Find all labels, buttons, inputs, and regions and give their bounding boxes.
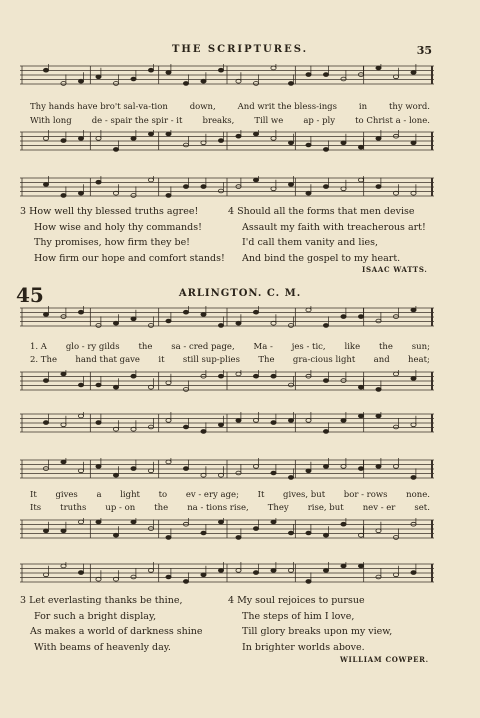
verse-line: 4 Should all the forms that men devise xyxy=(228,206,415,217)
note-head xyxy=(131,427,136,431)
note-head xyxy=(78,191,83,195)
lyric-row xyxy=(30,503,430,513)
lyric-syllable: jes - tic, xyxy=(291,342,326,352)
note-head xyxy=(323,148,328,152)
note-head xyxy=(148,385,153,389)
note-head xyxy=(393,536,398,540)
note-head xyxy=(218,68,223,72)
verse-line: 3 Let everlasting thanks be thine, xyxy=(20,595,183,606)
note-head xyxy=(131,194,136,198)
lyric-syllable: They xyxy=(267,503,289,513)
verse-line: 4 My soul rejoices to pursue xyxy=(228,595,365,606)
lyric-syllable: Ma - xyxy=(253,342,273,352)
note-head xyxy=(376,529,381,533)
note-head xyxy=(131,467,136,471)
lyric-syllable: down, xyxy=(189,102,216,112)
note-head xyxy=(43,137,48,141)
note-head xyxy=(393,75,398,79)
hymn-number: 45 xyxy=(16,283,44,307)
lyric-syllable: thy word. xyxy=(389,102,430,112)
lyric-syllable: the xyxy=(378,342,393,352)
lyric-syllable: 2. The xyxy=(30,355,57,365)
note-head xyxy=(411,377,416,381)
note-head xyxy=(341,379,346,383)
lyric-syllable: truths xyxy=(60,503,87,513)
lyric-syllable: up - on xyxy=(105,503,136,513)
verse-line: I'd call them vanity and lies, xyxy=(242,237,379,248)
note-head xyxy=(358,533,363,537)
music-staff-45-1-alto xyxy=(20,370,434,390)
author-credit-45: WILLIAM COWPER. xyxy=(340,655,429,664)
note-head xyxy=(166,194,171,198)
lyric-row xyxy=(30,116,430,126)
music-staff-top-alto xyxy=(20,130,434,150)
note-head xyxy=(78,520,83,524)
lyric-syllable: It xyxy=(30,490,37,500)
note-head xyxy=(376,66,381,70)
lyric-syllable: And writ the bless-ings xyxy=(237,102,337,112)
note-head xyxy=(78,414,83,418)
lyric-syllable: de - spair the spir - it xyxy=(91,116,183,126)
note-head xyxy=(61,529,66,533)
note-head xyxy=(306,531,311,535)
verse-line: As makes a world of darkness shine xyxy=(30,626,203,637)
verse-line: For such a bright display, xyxy=(34,610,157,622)
note-head xyxy=(78,383,83,387)
note-head xyxy=(201,79,206,83)
lyric-syllable: With long xyxy=(30,116,72,126)
staff-lines xyxy=(20,130,434,154)
note-head xyxy=(78,310,83,314)
note-head xyxy=(323,185,328,189)
note-head xyxy=(78,137,83,141)
note-head xyxy=(306,419,311,423)
note-head xyxy=(341,315,346,319)
note-head xyxy=(201,473,206,477)
note-head xyxy=(218,520,223,524)
lyric-row xyxy=(30,102,430,112)
note-head xyxy=(236,185,241,189)
note-head xyxy=(393,372,398,376)
note-head xyxy=(376,414,381,418)
note-head xyxy=(113,191,118,195)
note-head xyxy=(376,185,381,189)
note-head xyxy=(96,465,101,469)
note-head xyxy=(358,414,363,418)
note-head xyxy=(271,374,276,378)
lyric-syllable: light xyxy=(120,490,140,500)
lyric-syllable: set. xyxy=(414,503,430,513)
note-head xyxy=(131,374,136,378)
music-staff-45-2-treble xyxy=(20,458,434,478)
lyrics-45-line-3 xyxy=(30,490,430,500)
note-head xyxy=(376,319,381,323)
note-head xyxy=(113,321,118,325)
lyric-syllable: bor - rows xyxy=(343,490,388,500)
lyric-syllable: and xyxy=(373,355,390,365)
note-head xyxy=(306,308,311,312)
note-head xyxy=(271,520,276,524)
note-head xyxy=(148,469,153,473)
staff-lines xyxy=(20,176,434,200)
lyric-syllable: Thy hands have bro't sal-va-tion xyxy=(30,102,168,112)
note-head xyxy=(393,465,398,469)
lyric-row xyxy=(30,355,430,365)
note-head xyxy=(236,134,241,138)
note-head xyxy=(323,533,328,537)
note-head xyxy=(393,191,398,195)
note-head xyxy=(236,471,241,475)
running-title: THE SCRIPTURES. xyxy=(171,44,309,55)
lyrics-45-line-2 xyxy=(30,355,430,365)
verse-line: Thy promises, how firm they be! xyxy=(34,237,191,248)
note-head xyxy=(306,580,311,584)
verse-3-45 xyxy=(20,593,203,655)
note-head xyxy=(218,423,223,427)
note-head xyxy=(96,520,101,524)
verse-line: How wise and holy thy commands! xyxy=(34,221,202,233)
staff-lines xyxy=(20,370,434,394)
note-head xyxy=(271,421,276,425)
lyrics-top-line-1 xyxy=(30,102,430,112)
note-head xyxy=(323,324,328,328)
lyric-syllable: rise, but xyxy=(307,503,344,513)
note-head xyxy=(323,73,328,77)
note-head xyxy=(411,423,416,427)
note-head xyxy=(183,143,188,147)
note-head xyxy=(323,430,328,434)
note-head xyxy=(288,183,293,187)
note-head xyxy=(148,68,153,72)
note-head xyxy=(358,315,363,319)
note-head xyxy=(253,571,258,575)
lyric-syllable: ap - ply xyxy=(303,116,336,126)
note-head xyxy=(131,137,136,141)
note-head xyxy=(201,531,206,535)
staff-lines xyxy=(20,306,434,330)
note-head xyxy=(376,137,381,141)
lyric-syllable: Its xyxy=(30,503,42,513)
note-head xyxy=(43,421,48,425)
note-head xyxy=(113,148,118,152)
note-head xyxy=(113,473,118,477)
note-head xyxy=(201,313,206,317)
lyric-syllable: gives, but xyxy=(283,490,326,500)
note-head xyxy=(131,575,136,579)
note-head xyxy=(61,315,66,319)
note-head xyxy=(306,73,311,77)
note-head xyxy=(96,180,101,184)
staff-lines xyxy=(20,458,434,482)
note-head xyxy=(341,522,346,526)
page-header xyxy=(0,44,480,60)
lyric-syllable: like xyxy=(344,342,361,352)
note-head xyxy=(166,381,171,385)
note-head xyxy=(148,324,153,328)
lyric-syllable: gra-cious light xyxy=(292,355,356,365)
note-head xyxy=(61,423,66,427)
verse-line: Till glory breaks upon my view, xyxy=(242,626,393,637)
note-head xyxy=(78,79,83,83)
lyric-syllable: to xyxy=(158,490,168,500)
note-head xyxy=(96,421,101,425)
verse-4-top xyxy=(228,204,426,266)
note-head xyxy=(306,143,311,147)
note-head xyxy=(411,571,416,575)
lyric-syllable: The xyxy=(258,355,275,365)
note-head xyxy=(166,319,171,323)
note-head xyxy=(78,469,83,473)
note-head xyxy=(43,529,48,533)
note-head xyxy=(183,82,188,86)
lyric-syllable: heat; xyxy=(408,355,430,365)
note-head xyxy=(376,388,381,392)
lyric-syllable: sa - cred page, xyxy=(171,342,235,352)
note-head xyxy=(183,185,188,189)
note-head xyxy=(43,573,48,577)
note-head xyxy=(131,77,136,81)
music-staff-45-2-bass xyxy=(20,562,434,582)
staff-lines xyxy=(20,412,434,436)
note-head xyxy=(271,66,276,70)
note-head xyxy=(411,308,416,312)
lyric-syllable: glo - ry gilds xyxy=(65,342,120,352)
note-head xyxy=(306,191,311,195)
note-head xyxy=(341,465,346,469)
note-head xyxy=(218,189,223,193)
lyric-row xyxy=(30,342,430,352)
note-head xyxy=(201,185,206,189)
note-head xyxy=(61,82,66,86)
note-head xyxy=(393,573,398,577)
note-head xyxy=(61,139,66,143)
verse-line: And bind the gospel to my heart. xyxy=(242,252,401,264)
note-head xyxy=(148,178,153,182)
note-head xyxy=(358,467,363,471)
note-head xyxy=(253,465,258,469)
note-head xyxy=(96,75,101,79)
note-head xyxy=(358,564,363,568)
note-head xyxy=(183,425,188,429)
note-head xyxy=(288,82,293,86)
lyric-syllable: 1. A xyxy=(30,342,47,352)
note-head xyxy=(271,569,276,573)
note-head xyxy=(96,383,101,387)
verse-line: With beams of heavenly day. xyxy=(34,641,171,653)
note-head xyxy=(411,476,416,480)
verse-line: How firm our hope and comfort stands! xyxy=(34,252,225,264)
note-head xyxy=(376,465,381,469)
note-head xyxy=(393,425,398,429)
tune-name: ARLINGTON. C. M. xyxy=(178,288,302,299)
note-head xyxy=(288,569,293,573)
note-head xyxy=(236,419,241,423)
note-head xyxy=(61,460,66,464)
note-head xyxy=(166,536,171,540)
note-head xyxy=(358,145,363,149)
note-head xyxy=(166,71,171,75)
lyric-syllable: to Christ a - lone. xyxy=(355,116,430,126)
verse-line: Assault my faith with treacherous art! xyxy=(242,221,426,233)
note-head xyxy=(78,571,83,575)
note-head xyxy=(148,132,153,136)
lyric-syllable: It xyxy=(257,490,265,500)
note-head xyxy=(253,132,258,136)
note-head xyxy=(166,460,171,464)
note-head xyxy=(113,577,118,581)
lyric-syllable: a xyxy=(96,490,102,500)
note-head xyxy=(288,383,293,387)
note-head xyxy=(218,324,223,328)
verse-line: The steps of him I love, xyxy=(242,610,355,622)
note-head xyxy=(96,577,101,581)
lyric-syllable: nev - er xyxy=(362,503,396,513)
lyric-syllable: the xyxy=(138,342,153,352)
note-head xyxy=(411,141,416,145)
note-head xyxy=(148,527,153,531)
note-head xyxy=(341,564,346,568)
note-head xyxy=(253,374,258,378)
note-head xyxy=(61,372,66,376)
note-head xyxy=(288,324,293,328)
note-head xyxy=(218,569,223,573)
note-head xyxy=(271,471,276,475)
lyric-row xyxy=(30,490,430,500)
music-staff-top-bass xyxy=(20,176,434,196)
note-head xyxy=(253,310,258,314)
note-head xyxy=(341,187,346,191)
verse-line: In brighter worlds above. xyxy=(242,641,365,653)
page-number: 35 xyxy=(416,44,432,57)
lyric-syllable: the xyxy=(154,503,169,513)
note-head xyxy=(218,374,223,378)
note-head xyxy=(166,419,171,423)
author-credit-top: ISAAC WATTS. xyxy=(362,265,428,274)
note-head xyxy=(218,139,223,143)
lyric-syllable: hand that gave xyxy=(75,355,140,365)
note-head xyxy=(113,385,118,389)
note-head xyxy=(131,520,136,524)
music-staff-45-1-treble xyxy=(20,306,434,326)
music-staff-45-1-bass xyxy=(20,412,434,432)
note-head xyxy=(411,191,416,195)
note-head xyxy=(183,580,188,584)
music-staff-top-treble xyxy=(20,64,434,84)
lyric-syllable: na - tions rise, xyxy=(187,503,249,513)
note-head xyxy=(288,531,293,535)
note-head xyxy=(43,68,48,72)
note-head xyxy=(236,321,241,325)
note-head xyxy=(183,310,188,314)
note-head xyxy=(113,533,118,537)
note-head xyxy=(271,321,276,325)
note-head xyxy=(61,194,66,198)
note-head xyxy=(148,425,153,429)
note-head xyxy=(288,419,293,423)
note-head xyxy=(341,141,346,145)
note-head xyxy=(96,137,101,141)
verse-4-45 xyxy=(228,593,392,655)
note-head xyxy=(201,430,206,434)
verse-3-top xyxy=(20,204,225,266)
lyric-syllable: breaks, xyxy=(202,116,235,126)
note-head xyxy=(323,465,328,469)
note-head xyxy=(271,187,276,191)
note-head xyxy=(43,467,48,471)
staff-lines xyxy=(20,64,434,88)
note-head xyxy=(218,473,223,477)
lyrics-45-line-4 xyxy=(30,503,430,513)
note-head xyxy=(236,79,241,83)
note-head xyxy=(358,73,363,77)
note-head xyxy=(236,569,241,573)
lyric-syllable: gives xyxy=(55,490,78,500)
note-head xyxy=(323,569,328,573)
note-head xyxy=(96,324,101,328)
lyric-syllable: none. xyxy=(406,490,430,500)
note-head xyxy=(148,569,153,573)
note-head xyxy=(236,372,241,376)
note-head xyxy=(376,575,381,579)
staff-lines xyxy=(20,518,434,542)
note-head xyxy=(306,469,311,473)
note-head xyxy=(43,379,48,383)
note-head xyxy=(323,379,328,383)
lyric-syllable: it xyxy=(158,355,165,365)
note-head xyxy=(201,573,206,577)
lyric-syllable: Till we xyxy=(254,116,284,126)
note-head xyxy=(253,527,258,531)
lyric-syllable: still sup-plies xyxy=(182,355,240,365)
lyric-syllable: ev - ery age; xyxy=(185,490,239,500)
lyric-syllable: in xyxy=(358,102,368,112)
verse-line: 3 How well thy blessed truths agree! xyxy=(20,206,199,217)
note-head xyxy=(358,178,363,182)
note-head xyxy=(253,82,258,86)
note-head xyxy=(411,71,416,75)
note-head xyxy=(341,419,346,423)
note-head xyxy=(183,467,188,471)
lyrics-45-line-1 xyxy=(30,342,430,352)
note-head xyxy=(253,419,258,423)
note-head xyxy=(131,317,136,321)
note-head xyxy=(113,82,118,86)
note-head xyxy=(341,77,346,81)
note-head xyxy=(166,575,171,579)
note-head xyxy=(166,132,171,136)
note-head xyxy=(201,141,206,145)
note-head xyxy=(253,178,258,182)
note-head xyxy=(43,183,48,187)
lyric-syllable: sun; xyxy=(411,342,430,352)
staff-lines xyxy=(20,562,434,586)
note-head xyxy=(61,564,66,568)
note-head xyxy=(358,385,363,389)
note-head xyxy=(288,141,293,145)
note-head xyxy=(236,536,241,540)
note-head xyxy=(271,137,276,141)
music-staff-45-2-alto xyxy=(20,518,434,538)
note-head xyxy=(288,476,293,480)
note-head xyxy=(183,388,188,392)
lyrics-top-line-2 xyxy=(30,116,430,126)
note-head xyxy=(393,315,398,319)
note-head xyxy=(113,427,118,431)
note-head xyxy=(43,313,48,317)
